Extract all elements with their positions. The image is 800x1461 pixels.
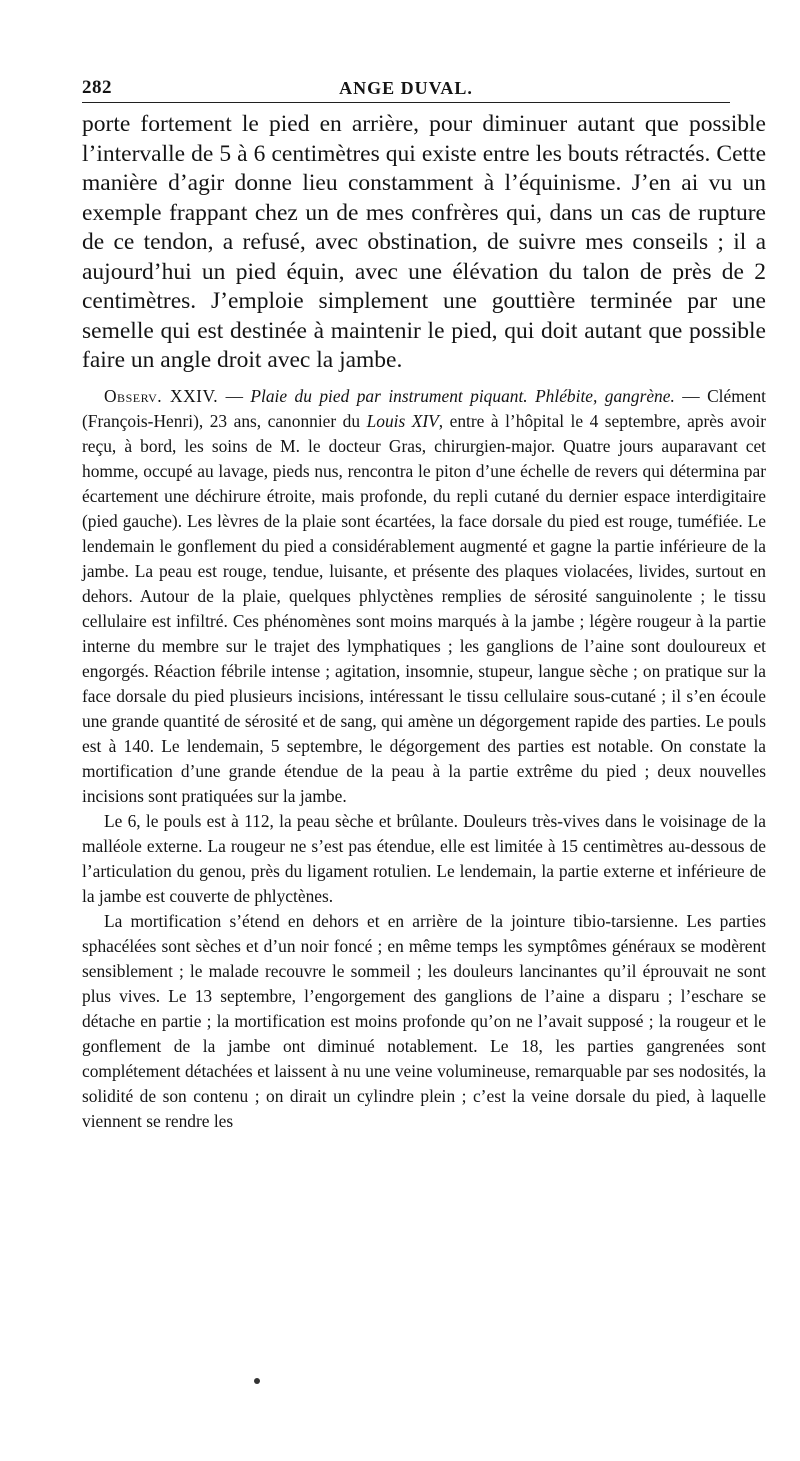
observation-label: Observ. XXIV. — [104, 385, 219, 406]
page-header — [82, 72, 730, 103]
paragraph-day-6: Le 6, le pouls est à 112, la peau sèche et brûlante. Douleurs très-vives dans le voisinage de la malléole externe. La rougeur ne s’est pas étendue, elle est limitée à 15 centimètres au-dessous de l’articulation du genou, près du ligament rotulien. Le lendemain, la partie externe et inférieure de la jambe est couverte de phlyctènes. — [82, 810, 766, 906]
observation-intro: — Clément (François-Henri), 23 ans, canonnier du — [82, 385, 767, 431]
page-body — [82, 110, 766, 1134]
page-number: 282 — [82, 77, 112, 98]
stray-dot — [254, 1378, 260, 1384]
paragraph-mortification: La mortification s’étend en dehors et en arrière de la jointure tibio-tarsienne. Les parties sphacélées sont sèches et d’un noir foncé ; en même temps les symptômes généraux se modèrent sensiblement ; le malade recouvre le sommeil ; les douleurs lancinantes qu’il éprouvait ne sont plus vives. Le 13 septembre, l’engorgement des ganglions de l’aine a disparu ; l’eschare se détache en partie ; la mortification est moins profonde qu’on ne l’avait supposé ; la rougeur et le gonflement de la jambe ont diminué notablement. Le 18, les parties gangrenées sont complétement détachées et laissent à nu une veine volumineuse, remarquable par ses nodosités, la solidité de son contenu ; on dirait un cylindre plein ; c’est la veine dorsale du pied, à laquelle viennent se rendre les — [82, 910, 766, 1131]
observation-text: , entre à l’hôpital le 4 septembre, après avoir reçu, à bord, les soins de M. le docteur Gras, chirurgien-major. Quatre jours auparavant cet homme, occupé au lavage, pieds nus, rencontra le piton d’une échelle de revers qui détermina par écartement une déchirure étroite, mais profonde, du repli cutané du dernier espace interdigitaire (pied gauche). Les lèvres de la plaie sont écartées, la face dorsale du pied est rouge, tuméfiée. Le lendemain le gonflement du pied a considérablement augmenté et gagne la partie inférieure de la jambe. La peau est rouge, tendue, luisante, et présente des plaques violacées, livides, surtout en dehors. Autour de la plaie, quelques phlyctènes remplies de sérosité sanguinolente ; le tissu cellulaire est infiltré. Ces phénomènes sont moins marqués à la jambe ; légère rougeur à la partie interne du membre sur le trajet des lymphatiques ; les ganglions de l’aine sont douloureux et engorgés. Réaction fébrile intense ; agitation, insomnie, stupeur, langue sèche ; on pratique sur la face dorsale du pied plusieurs incisions, intéressant le tissu cellulaire sous-cutané ; il s’en écoule une grande quantité de sérosité et de sang, qui amène un dégorgement rapide des parties. Le pouls est à 140. Le lendemain, 5 septembre, le dégorgement des parties est notable. On constate la mortification d’une grande étendue de la peau à la partie extrême du pied ; deux nouvelles incisions sont pratiquées sur la jambe. — [82, 410, 766, 806]
observation-paragraph — [82, 384, 766, 809]
observation-title: Plaie du pied par instrument piquant. Phlébite, gangrène. — [250, 385, 675, 406]
observation-dash: — — [218, 385, 251, 406]
ship-name: Louis XIV — [366, 410, 439, 431]
running-head: ANGE DUVAL. — [339, 78, 473, 98]
lead-paragraph: porte fortement le pied en arrière, pour diminuer autant que possible l’intervalle de 5 à 6 centimètres qui existe entre les bouts rétractés. Cette manière d’agir donne lieu constamment à l’équinisme. J’en ai vu un exemple frappant chez un de mes confrères qui, dans un cas de rupture de ce tendon, a refusé, avec obstination, de suivre mes conseils ; il a aujourd’hui un pied équin, avec une élévation du talon de près de 2 centimètres. J’emploie simplement une gouttière terminée par une semelle qui est destinée à maintenir le pied, qui doit autant que possible faire un angle droit avec la jambe. — [82, 111, 766, 373]
